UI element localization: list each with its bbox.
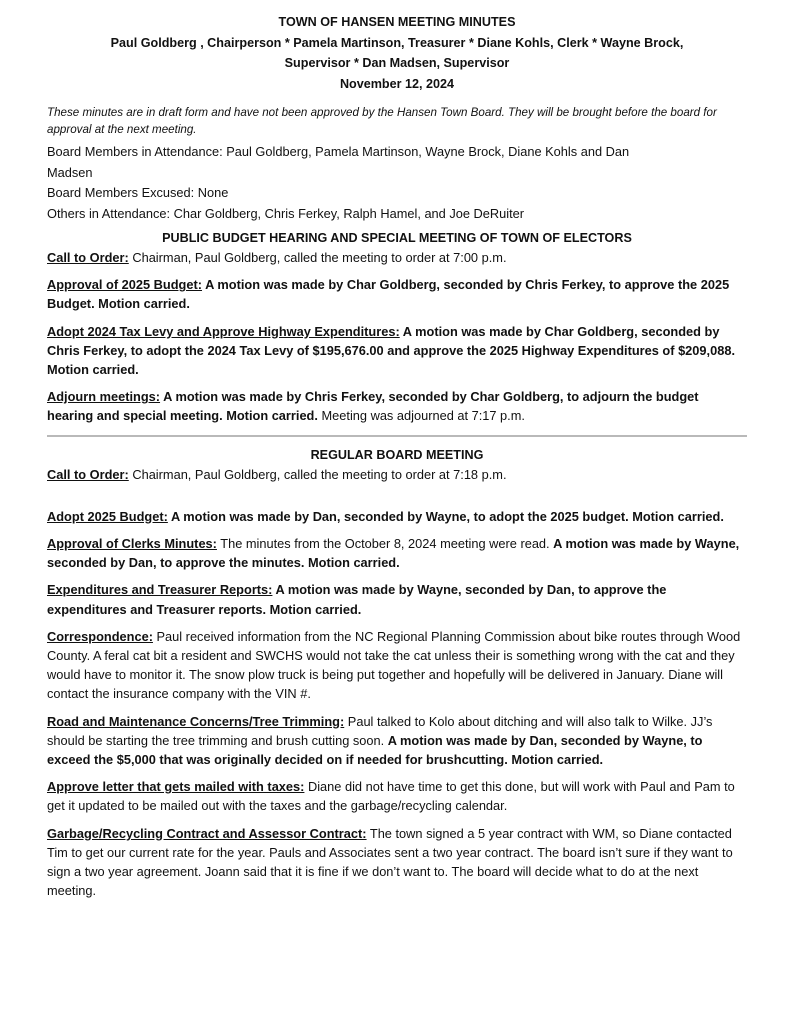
adjourn-label: Adjourn meetings: [47,389,161,405]
regular-call-text: Chairman, Paul Goldberg, called the meeting to order at 7:18 p.m. [128,466,507,482]
clerk-minutes-item [47,534,747,572]
section-divider [47,435,747,437]
adopt-budget-text: A motion was made by Dan, seconded by Wayne, to adopt the 2025 budget. Motion carried. [167,508,724,524]
hearing-call-label: Call to Order: [47,250,129,265]
adjourn-item [47,387,747,425]
adjourn-plain-text: Meeting was adjourned at 7:17 p.m. [317,408,525,424]
garbage-contract-text: The town signed a 5 year contract with WM, so Diane contacted Tim to get our current rate for the year. Pauls and Associates sent a two year contract. The board isn’t sure if they want to sign a two year agreement. Joann said that it is fine if we don’t want to. The board will decide what to do at the next meeting. [47,825,733,899]
road-maintenance-plain: Paul talked to Kolo about ditching and will also talk to Wilke. JJ’s should be starting the tree trimming and brush cutting soon. [47,713,713,748]
approval-budget-text: A motion was made by Char Goldberg, seconded by Chris Ferkey, to approve the 2025 Budget. Motion carried. [47,277,730,312]
tax-levy-label: Adopt 2024 Tax Levy and Approve Highway Expenditures: [47,323,400,339]
minutes-page [47,12,747,900]
approval-2025-budget [47,275,747,313]
tax-levy-text: A motion was made by Char Goldberg, seconded by Chris Ferkey, to adopt the 2024 Tax Levy of $195,676.00 and approve the 2025 Highway Expenditures of $209,088. Motion carried. [47,323,735,378]
tax-letter-item [47,777,747,815]
road-maintenance-bold: A motion was made by Dan, seconded by Wayne, to exceed the $5,000 that was originally decided on if needed for brushcutting. Motion carried. [47,732,703,768]
expenditures-label: Expenditures and Treasurer Reports: [47,582,273,598]
clerk-minutes-label: Approval of Clerks Minutes: [47,536,217,552]
hearing-call-text: Chairman, Paul Goldberg, called the meeting to order at 7:00 p.m. [128,250,507,265]
budget-hearing-heading: PUBLIC BUDGET HEARING AND SPECIAL MEETING OF TOWN OF ELECTORS [162,231,632,245]
correspondence-label: Correspondence: [47,628,153,644]
clerk-minutes-plain: The minutes from the October 8, 2024 meeting were read. [216,536,554,552]
adopt-budget-label: Adopt 2025 Budget: [47,508,168,524]
others-in-attendance: Others in Attendance: Char Goldberg, Chris Ferkey, Ralph Hamel, and Joe DeRuiter [47,205,525,221]
draft-note: These minutes are in draft form and have not been approved by the Hansen Town Board. They will be brought before the board for approval at the next meeting. [47,106,717,136]
garbage-contract-label: Garbage/Recycling Contract and Assessor Contract: [47,825,367,841]
correspondence-text: Paul received information from the NC Regional Planning Commission about bike routes through Wood County. A feral cat bit a resident and SWCHS would not take the cat unless their is something wrong with the cat and they would have to monitor it. The snow plow truck is being put together and hopefully will be delivered in January. Diane will contact the insurance company with the VIN #. [47,628,741,702]
tax-letter-label: Approve letter that gets mailed with taxes: [47,779,305,795]
correspondence-item [47,627,747,704]
road-maintenance-label: Road and Maintenance Concerns/Tree Trimming: [47,713,345,729]
members-present-line-1: Board Members in Attendance: Paul Goldberg, Pamela Martinson, Wayne Brock, Diane Kohls and Dan [47,144,630,159]
members-excused: Board Members Excused: None [47,185,229,200]
adopt-budget-item [47,507,747,526]
approval-budget-label: Approval of 2025 Budget: [47,277,203,293]
expenditures-item [47,580,747,618]
regular-call-label: Call to Order: [47,466,129,482]
adjourn-bold-text: A motion was made by Chris Ferkey, seconded by Char Goldberg, to adjourn the budget hearing and special meeting. Motion carried. [47,389,699,424]
garbage-contract-item [47,824,747,901]
tax-letter-text: Diane did not have time to get this done, but will work with Paul and Pam to get it updated to be mailed out with the taxes and the garbage/recycling calendar. [47,779,735,814]
regular-call-to-order [47,465,747,484]
officers-line-1: Paul Goldberg , Chairperson * Pamela Martinson, Treasurer * Diane Kohls, Clerk * Wayne Brock, [110,35,684,50]
regular-meeting-heading: REGULAR BOARD MEETING [310,447,484,462]
document-title: TOWN OF HANSEN MEETING MINUTES [278,15,516,29]
members-present-line-2: Madsen [47,164,93,180]
expenditures-text: A motion was made by Wayne, seconded by Dan, to approve the expenditures and Treasurer reports. Motion carried. [47,582,667,617]
clerk-minutes-bold: A motion was made by Wayne, seconded by Dan, to approve the minutes. Motion carried. [47,536,740,571]
meeting-date: November 12, 2024 [339,76,455,91]
officers-line-2: Supervisor * Dan Madsen, Supervisor [284,56,510,70]
hearing-call-to-order [47,248,747,267]
tax-levy-item [47,322,747,380]
road-maintenance-item [47,712,747,770]
